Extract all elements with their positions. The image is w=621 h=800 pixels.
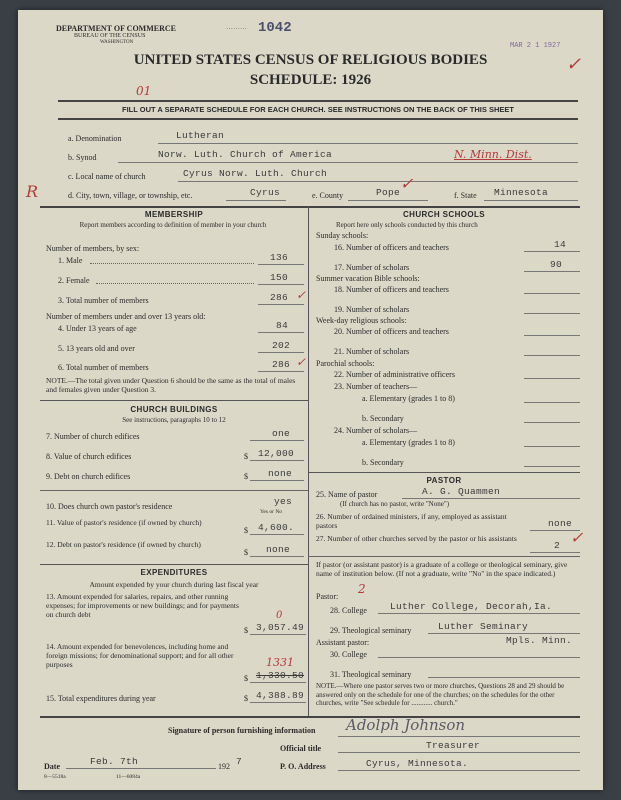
footer-rule [40, 716, 580, 718]
print-number: 11—6084a [116, 774, 141, 780]
date-line [66, 768, 216, 769]
membership-title: MEMBERSHIP [144, 210, 204, 219]
q10-value[interactable]: yes [274, 496, 293, 507]
q18-line [524, 293, 580, 294]
header-rule-bottom [58, 118, 578, 120]
q15-label: 15. Total expenditures during year [46, 694, 156, 703]
q27-label: 27. Number of other churches served by the pastor or his assistants [316, 534, 517, 543]
expenditures-sub: Amount expended by your church during last fiscal year [89, 580, 259, 589]
census-schedule-form [18, 10, 603, 790]
grad-note: If pastor (or assistant pastor) is a graduate of a college or theological seminary, give name of institution below. (If not a graduate, write "No" in the space indicated.) [316, 560, 568, 578]
q11-label: 11. Value of pastor's residence (if owned by church) [46, 518, 202, 527]
q25-line [402, 498, 580, 499]
q29-label: 29. Theological seminary [330, 626, 412, 635]
q15-line [250, 702, 306, 703]
q7-line [250, 440, 304, 441]
q24a-label: a. Elementary (grades 1 to 8) [362, 438, 455, 447]
denomination-value[interactable]: Lutheran [176, 130, 225, 141]
q23a-label: a. Elementary (grades 1 to 8) [362, 394, 455, 403]
q28-value[interactable]: Luther College, Decorah,Ia. [390, 601, 553, 612]
expenditures-title: EXPENDITURES [140, 568, 208, 577]
q28-line [378, 613, 580, 614]
q31-line [428, 677, 580, 678]
serial-dots: ……… [226, 23, 247, 31]
margin-mark: R [26, 182, 39, 201]
q14-label: 14. Amount expended for benevolences, including home and foreign missions; for denominational support; and for all other purposes [46, 642, 234, 669]
denomination-label: a. Denomination [68, 134, 122, 143]
q5-label: 5. 13 years old and over [58, 344, 135, 353]
church-name-value[interactable]: Cyrus Norw. Luth. Church [183, 168, 328, 179]
signature-line [338, 736, 580, 737]
membership-note: NOTE.—The total given under Question 6 should be the same as the total of males and females given under Question 3. [46, 376, 296, 394]
q14-value[interactable]: 1,330.50 [256, 670, 305, 681]
q24b-label: b. Secondary [362, 458, 404, 467]
q9-dollar: $ [244, 472, 248, 481]
q2-value[interactable]: 150 [270, 272, 289, 283]
q14-dollar: $ [244, 674, 248, 683]
q1-label: 1. Male [58, 256, 83, 265]
q17-value[interactable]: 90 [550, 259, 563, 270]
q3-line [258, 304, 304, 305]
q20-label: 20. Number of officers and teachers [334, 327, 449, 336]
city-value[interactable]: Cyrus [250, 187, 281, 198]
membership-sub: Report members according to definition of member in your church [79, 221, 267, 229]
q5-value[interactable]: 202 [272, 340, 291, 351]
q18-label: 18. Number of officers and teachers [334, 285, 449, 294]
q21-label: 21. Number of scholars [334, 347, 410, 356]
q13-hand: 0 [276, 610, 283, 621]
q1-value[interactable]: 136 [270, 252, 289, 263]
q26-label: 26. Number of ordained ministers, if any, employed as assistant pastors [316, 512, 507, 530]
q8-value[interactable]: 12,000 [258, 448, 295, 459]
buildings-sub: See instructions, paragraphs 10 to 12 [122, 416, 226, 424]
weekday-label: Week-day religious schools: [316, 316, 407, 325]
year-suffix[interactable]: 7 [236, 756, 243, 767]
q26-value[interactable]: none [548, 518, 573, 529]
denomination-line [158, 143, 578, 144]
q31-label: 31. Theological seminary [330, 670, 412, 679]
q21-line [524, 355, 580, 356]
header-rule-top [58, 100, 578, 102]
q27-check: ✓ [570, 528, 584, 547]
check-mark: ✓ [566, 54, 582, 75]
year-prefix: 192 [218, 762, 230, 771]
instruction-line: FILL OUT A SEPARATE SCHEDULE FOR EACH CHURCH. SEE INSTRUCTIONS ON THE BACK OF THIS SHEET [122, 105, 514, 114]
q14-line [250, 682, 306, 683]
q6-label: 6. Total number of members [58, 363, 149, 372]
q13-line [250, 634, 306, 635]
q3-label: 3. Total number of members [58, 296, 149, 305]
sunday-label: Sunday schools: [316, 231, 369, 240]
q16-label: 16. Number of officers and teachers [334, 243, 449, 252]
membership-bysex: Number of members, by sex: [46, 244, 140, 253]
city-label-field: d. City, town, village, or township, etc. [68, 191, 193, 200]
q29-value-city[interactable]: Mpls. Minn. [506, 635, 573, 646]
q7-value[interactable]: one [272, 428, 291, 439]
q3-check: ✓ [296, 288, 307, 302]
q23b-label: b. Secondary [362, 414, 404, 423]
expenditures-rule [40, 564, 308, 565]
schools-title: CHURCH SCHOOLS [402, 210, 486, 219]
q2-line [258, 284, 304, 285]
title-line [338, 752, 580, 753]
q4-label: 4. Under 13 years of age [58, 324, 137, 333]
form-title: UNITED STATES CENSUS OF RELIGIOUS BODIES [133, 52, 488, 68]
title-value[interactable]: Treasurer [426, 740, 481, 751]
state-label: f. State [454, 191, 477, 200]
q16-line [524, 251, 580, 252]
pastor-sub-label: Pastor: [316, 592, 339, 601]
buildings-rule [40, 400, 308, 401]
q24b-line [524, 466, 580, 467]
synod-district-note: N. Minn. Dist. [454, 148, 532, 161]
hand-number: 01 [136, 84, 152, 98]
q8-dollar: $ [244, 452, 248, 461]
grad-rule [308, 556, 580, 557]
church-name-label: c. Local name of church [68, 172, 146, 181]
q1-line [258, 264, 304, 265]
county-label: e. County [312, 191, 344, 200]
asst-label: Assistant pastor: [316, 638, 370, 647]
q22-line [524, 378, 580, 379]
q28-label: 28. College [330, 606, 367, 615]
q25-value[interactable]: A. G. Quammen [422, 486, 501, 497]
q13-value[interactable]: 3,057.49 [256, 622, 305, 633]
q12-value[interactable]: none [266, 544, 291, 555]
q4-value[interactable]: 84 [276, 320, 289, 331]
q24-label: 24. Number of scholars— [334, 426, 418, 435]
date-label: Date [44, 762, 60, 771]
q25-label: 25. Name of pastor [316, 490, 378, 499]
signature: Adolph Johnson [346, 716, 466, 734]
signature-label: Signature of person furnishing information [168, 726, 316, 735]
q14-hand: 1331 [266, 656, 294, 669]
q11-value[interactable]: 4,600. [258, 522, 295, 533]
form-number: 8—5518a [44, 774, 66, 780]
form-subtitle: SCHEDULE: 1926 [249, 72, 372, 88]
q30-label: 30. College [330, 650, 367, 659]
q4-line [258, 332, 304, 333]
pastor-note: NOTE.—Where one pastor serves two or more churches, Questions 28 and 29 should be answered only on the schedule for one of the churches; on the schedules for the other churches, write "See schedule for ............ church." [316, 682, 565, 707]
title-label: Official title [280, 744, 322, 753]
pastor-rule [308, 472, 580, 473]
q29-line [428, 633, 580, 634]
q5-line [258, 352, 304, 353]
q23a-line [524, 402, 580, 403]
q13-label: 13. Amount expended for salaries, repairs, and other running expenses; for improvements or new buildings; and for payments on church debt [46, 592, 239, 619]
q7-label: 7. Number of church edifices [46, 432, 140, 441]
ident-rule [40, 206, 580, 208]
date-value[interactable]: Feb. 7th [90, 756, 139, 767]
q6-check: ✓ [296, 355, 307, 369]
q13-dollar: $ [244, 626, 248, 635]
q1-dots [90, 263, 254, 264]
q2-dots [96, 283, 254, 284]
q22-label: 22. Number of administrative officers [334, 370, 455, 379]
q3-value[interactable]: 286 [270, 292, 289, 303]
serial-number: 1042 [258, 20, 292, 36]
pastor-title: PASTOR [426, 476, 462, 485]
q9-value[interactable]: none [268, 468, 293, 479]
q27-line [530, 552, 580, 553]
q30-line [378, 657, 580, 658]
q16-value[interactable]: 14 [554, 239, 567, 250]
q6-value[interactable]: 286 [272, 359, 291, 370]
county-line [348, 200, 428, 201]
county-value[interactable]: Pope [376, 187, 401, 198]
po-label: P. O. Address [280, 762, 326, 771]
city-line [226, 200, 286, 201]
q2-label: 2. Female [58, 276, 90, 285]
summer-label: Summer vacation Bible schools: [316, 274, 420, 283]
q27-value[interactable]: 2 [554, 540, 561, 551]
q10-yesno: Yes or No [260, 509, 283, 515]
city-label: WASHINGTON [100, 40, 134, 45]
state-line [484, 200, 578, 201]
received-stamp: MAR 2 1 1927 [510, 42, 561, 50]
state-value[interactable]: Minnesota [494, 187, 549, 198]
q29-value[interactable]: Luther Seminary [438, 621, 529, 632]
q8-label: 8. Value of church edifices [46, 452, 132, 461]
bureau-label: BUREAU OF THE CENSUS [74, 33, 146, 39]
q23-label: 23. Number of teachers— [334, 382, 418, 391]
q28-hand: 2 [358, 582, 366, 596]
q17-line [524, 271, 580, 272]
column-divider [308, 206, 309, 716]
q9-line [250, 480, 304, 481]
synod-line [118, 162, 578, 163]
department-label: DEPARTMENT OF COMMERCE [56, 24, 177, 33]
q20-line [524, 335, 580, 336]
q23b-line [524, 422, 580, 423]
q9-label: 9. Debt on church edifices [46, 472, 131, 481]
synod-value[interactable]: Norw. Luth. Church of America [158, 149, 333, 160]
q12-label: 12. Debt on pastor's residence (if owned by church) [46, 540, 201, 549]
q11-line [250, 534, 304, 535]
q19-label: 19. Number of scholars [334, 305, 410, 314]
q19-line [524, 313, 580, 314]
buildings-title: CHURCH BUILDINGS [130, 405, 218, 414]
q6-line [258, 371, 304, 372]
q25-note: (If church has no pastor, write "None") [340, 500, 450, 508]
po-value[interactable]: Cyrus, Minnesota. [366, 758, 469, 769]
schools-sub: Report here only schools conducted by this church [336, 221, 478, 229]
po-line [338, 770, 580, 771]
synod-label: b. Synod [68, 153, 97, 162]
q24a-line [524, 446, 580, 447]
residence-rule [40, 490, 308, 491]
q8-line [250, 460, 304, 461]
q12-dollar: $ [244, 548, 248, 557]
q11-dollar: $ [244, 526, 248, 535]
q12-line [250, 556, 304, 557]
q10-label: 10. Does church own pastor's residence [46, 502, 173, 511]
parochial-label: Parochial schools: [316, 359, 375, 368]
q15-dollar: $ [244, 694, 248, 703]
q17-label: 17. Number of scholars [334, 263, 410, 272]
q15-value[interactable]: 4,388.89 [256, 690, 305, 701]
county-check: ✓ [400, 174, 414, 193]
church-name-line [178, 181, 578, 182]
age-head: Number of members under and over 13 years old: [46, 312, 206, 321]
